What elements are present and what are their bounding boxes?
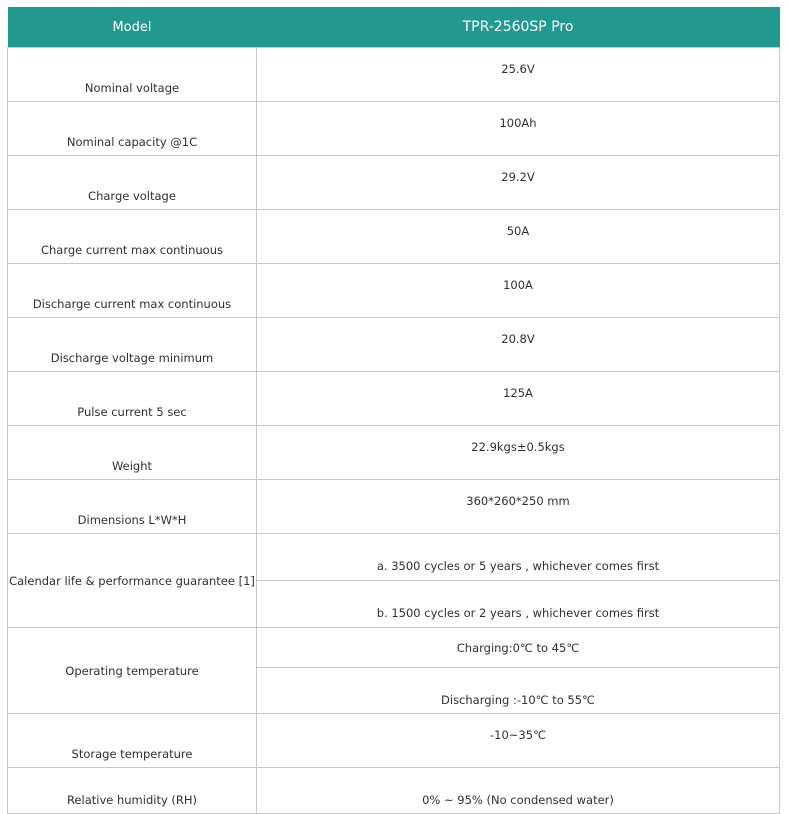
storage-temperature-value: -10~35℃ bbox=[257, 714, 780, 768]
spec-table bbox=[7, 7, 780, 814]
table-row-operating-temperature bbox=[8, 628, 780, 668]
row-value: 100Ah bbox=[257, 102, 780, 156]
row-value: 29.2V bbox=[257, 156, 780, 210]
row-label: Pulse current 5 sec bbox=[8, 372, 257, 426]
row-label: Charge current max continuous bbox=[8, 210, 257, 264]
row-label: Dimensions L*W*H bbox=[8, 480, 257, 534]
table-row bbox=[8, 318, 780, 372]
table-row bbox=[8, 102, 780, 156]
row-value: 125A bbox=[257, 372, 780, 426]
row-value: 25.6V bbox=[257, 48, 780, 102]
row-value: 50A bbox=[257, 210, 780, 264]
table-row bbox=[8, 48, 780, 102]
table-row-storage-temperature bbox=[8, 714, 780, 768]
table-row bbox=[8, 480, 780, 534]
relative-humidity-value: 0% ~ 95% (No condensed water) bbox=[257, 768, 780, 814]
table-row-relative-humidity bbox=[8, 768, 780, 814]
calendar-life-value-a: a. 3500 cycles or 5 years , whichever comes first bbox=[257, 534, 780, 581]
header-row bbox=[8, 7, 780, 48]
row-label: Charge voltage bbox=[8, 156, 257, 210]
operating-temperature-label: Operating temperature bbox=[8, 628, 257, 714]
table-row bbox=[8, 426, 780, 480]
row-value: 20.8V bbox=[257, 318, 780, 372]
table-row bbox=[8, 372, 780, 426]
table-row bbox=[8, 210, 780, 264]
row-value: 22.9kgs±0.5kgs bbox=[257, 426, 780, 480]
header-model-value: TPR-2560SP Pro bbox=[257, 7, 780, 48]
calendar-life-label: Calendar life & performance guarantee [1] bbox=[8, 534, 257, 628]
operating-temperature-discharging: Discharging :-10℃ to 55℃ bbox=[257, 668, 780, 714]
row-label: Nominal capacity @1C bbox=[8, 102, 257, 156]
row-label: Discharge current max continuous bbox=[8, 264, 257, 318]
operating-temperature-charging: Charging:0℃ to 45℃ bbox=[257, 628, 780, 668]
table-row bbox=[8, 156, 780, 210]
row-label: Nominal voltage bbox=[8, 48, 257, 102]
row-label: Discharge voltage minimum bbox=[8, 318, 257, 372]
row-value: 100A bbox=[257, 264, 780, 318]
header-label: Model bbox=[8, 7, 257, 48]
table-row-calendar-life bbox=[8, 534, 780, 581]
storage-temperature-label: Storage temperature bbox=[8, 714, 257, 768]
row-label: Weight bbox=[8, 426, 257, 480]
table-row bbox=[8, 264, 780, 318]
row-value: 360*260*250 mm bbox=[257, 480, 780, 534]
calendar-life-value-b: b. 1500 cycles or 2 years , whichever comes first bbox=[257, 581, 780, 628]
relative-humidity-label: Relative humidity (RH) bbox=[8, 768, 257, 814]
